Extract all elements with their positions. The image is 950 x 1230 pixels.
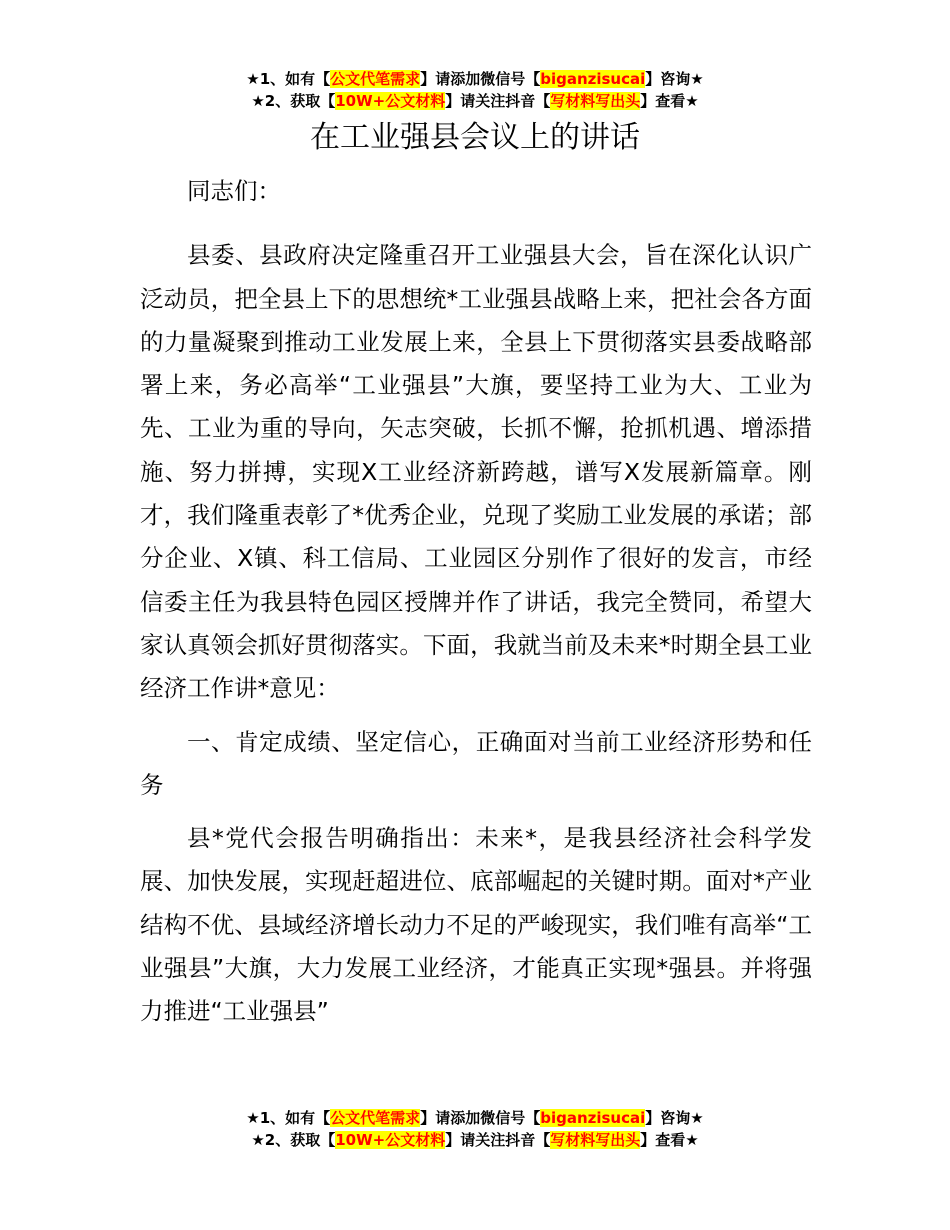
- page-title: 在工业强县会议上的讲话: [310, 120, 640, 155]
- banner-highlight: biganzisucai: [540, 1109, 646, 1127]
- paragraph: 县*党代会报告明确指出：未来*，是我县经济社会科学发展、加快发展，实现赶超进位、底部崛起的关键时期。面对*产业结构不优、县域经济增长动力不足的严峻现实，我们唯有高举“工业强县”大旗，大力发展工业经济，才能真正实现*强县。并将强力推进“工业强县”: [140, 824, 812, 1026]
- banner-text: 】查看★: [640, 92, 699, 110]
- paragraph: 县委、县政府决定隆重召开工业强县大会，旨在深化认识广泛动员，把全县上下的思想统*工业强县战略上来，把社会各方面的力量凝聚到推动工业发展上来，全县上下贯彻落实县委战略部署上来，务必高举“工业强县”大旗，要坚持工业为大、工业为先、工业为重的导向，矢志突破，长抓不懈，抢抓机遇、增添措施、努力拼搏，实现X工业经济新跨越，谱写X发展新篇章。刚才，我们隆重表彰了*优秀企业，兑现了奖励工业发展的承诺；部分企业、X镇、科工信局、工业园区分别作了很好的发言，市经信委主任为我县特色园区授牌并作了讲话，我完全赞同，希望大家认真领会抓好贯彻落实。下面，我就当前及未来*时期全县工业经济工作讲*意见：: [140, 241, 812, 703]
- banner-highlight: 写材料写出头: [550, 92, 641, 110]
- salutation: 同志们：: [187, 177, 281, 205]
- banner-text: 】请关注抖音【: [445, 92, 551, 110]
- banner-text: ★1、如有【: [246, 1109, 331, 1127]
- banner-highlight: 10W+公文材料: [335, 1131, 446, 1149]
- section-heading: 一、肯定成绩、坚定信心，正确面对当前工业经济形势和任务: [140, 727, 812, 799]
- banner-text: 】请关注抖音【: [445, 1131, 551, 1149]
- banner-text: ★1、如有【: [246, 70, 331, 88]
- banner-text: ★2、获取【: [251, 1131, 336, 1149]
- banner-text: 】请添加微信号【: [420, 1109, 541, 1127]
- banner-text: 】咨询★: [645, 1109, 704, 1127]
- footer-banner: [0, 1107, 950, 1151]
- banner-line-1: [0, 68, 950, 90]
- banner-text: 】查看★: [640, 1131, 699, 1149]
- banner-highlight: 公文代笔需求: [330, 1109, 421, 1127]
- banner-line-2: [0, 1129, 950, 1151]
- banner-highlight: 公文代笔需求: [330, 70, 421, 88]
- banner-text: 】咨询★: [645, 70, 704, 88]
- banner-text: ★2、获取【: [251, 92, 336, 110]
- banner-line-1: [0, 1107, 950, 1129]
- banner-highlight: 写材料写出头: [550, 1131, 641, 1149]
- banner-highlight: biganzisucai: [540, 70, 646, 88]
- banner-text: 】请添加微信号【: [420, 70, 541, 88]
- header-banner: [0, 68, 950, 112]
- banner-highlight: 10W+公文材料: [335, 92, 446, 110]
- document-body: [140, 170, 812, 1044]
- banner-line-2: [0, 90, 950, 112]
